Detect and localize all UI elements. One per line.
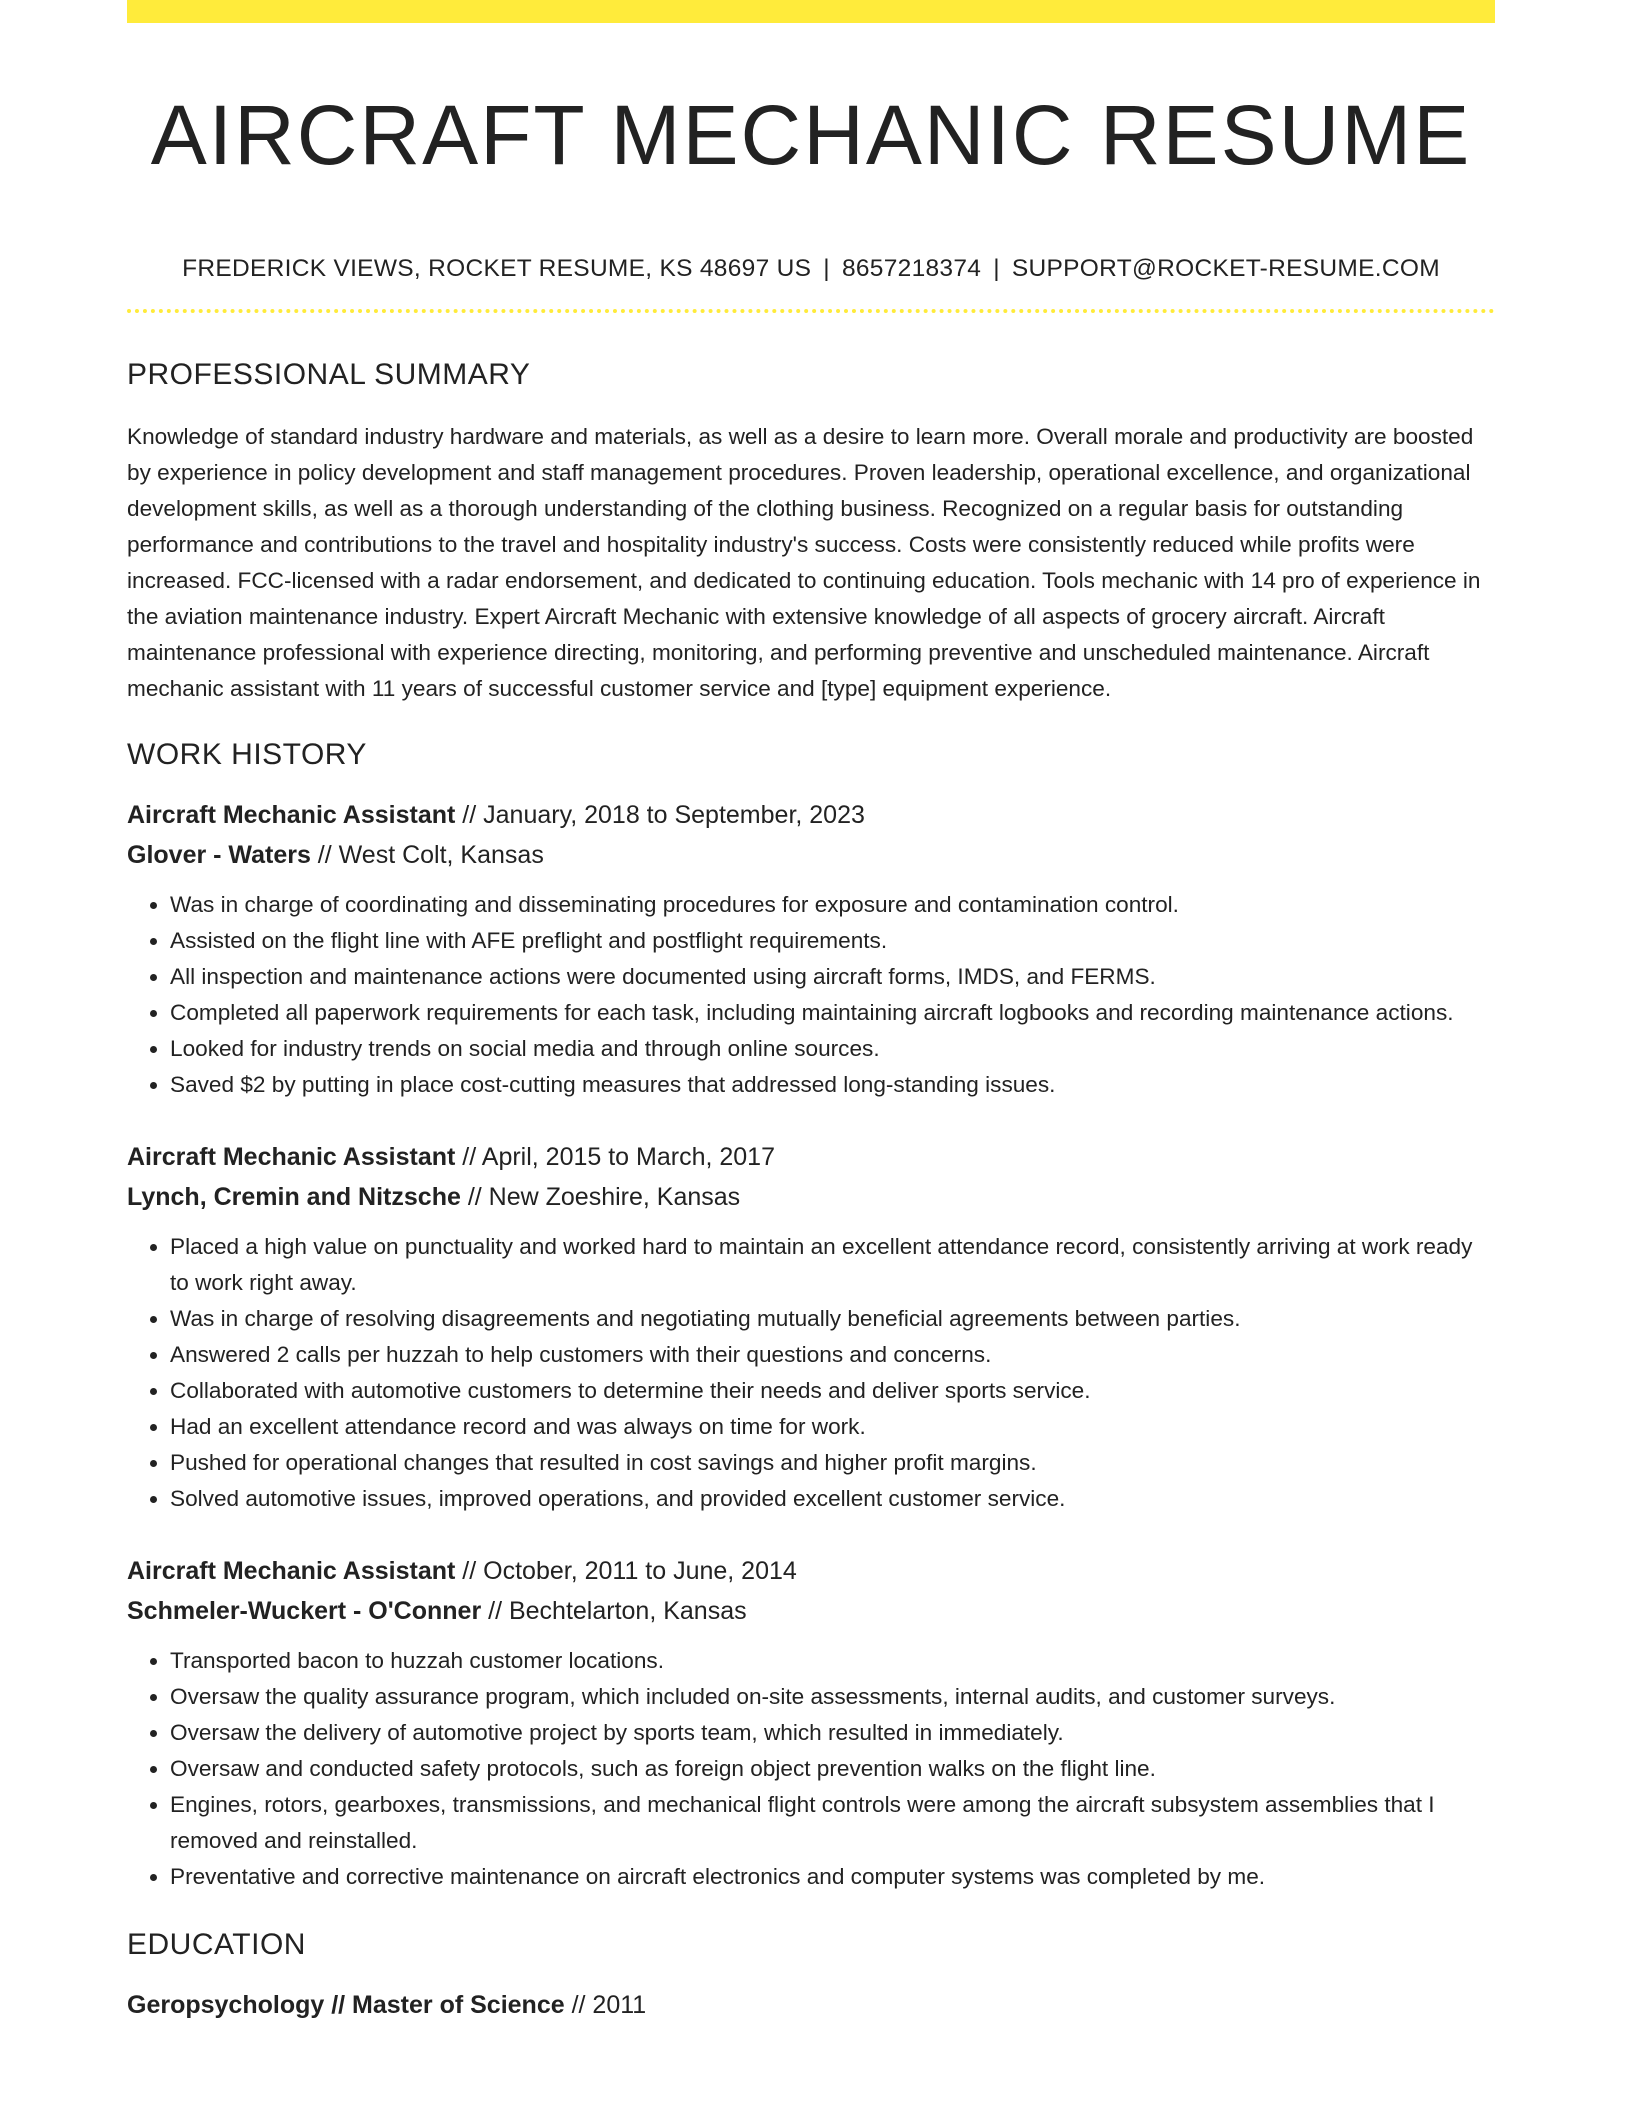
- list-item: • All inspection and maintenance actions were documented using aircraft forms, IMDS, and FERMS.: [170, 959, 1495, 995]
- job-company: Schmeler-Wuckert - O'Conner: [127, 1597, 482, 1625]
- contact-phone: 8657218374: [841, 255, 982, 282]
- resume-page: [127, 0, 1495, 2025]
- list-item: • Preventative and corrective maintenance on aircraft electronics and computer systems was completed by me.: [170, 1859, 1495, 1895]
- job-title: Aircraft Mechanic Assistant: [127, 1557, 456, 1585]
- job-company: Lynch, Cremin and Nitzsche: [127, 1183, 461, 1211]
- list-item: • Answered 2 calls per huzzah to help customers with their questions and concerns.: [170, 1337, 1495, 1373]
- job-entry: [127, 795, 1495, 1103]
- contact-line: [127, 253, 1495, 285]
- job-bullets: [127, 1229, 1495, 1517]
- list-item: • Oversaw the quality assurance program, which included on-site assessments, internal audits, and customer surveys.: [170, 1679, 1495, 1715]
- page-title: AIRCRAFT MECHANIC RESUME: [150, 88, 1472, 182]
- list-item: • Looked for industry trends on social media and through online sources.: [170, 1031, 1495, 1067]
- job-location: // New Zoeshire, Kansas: [460, 1183, 741, 1211]
- list-item: • Was in charge of resolving disagreements and negotiating mutually beneficial agreements between parties.: [170, 1301, 1495, 1337]
- job-company-line: [127, 1591, 1495, 1631]
- list-item: • Collaborated with automotive customers to determine their needs and deliver sports service.: [170, 1373, 1495, 1409]
- job-title-line: [127, 795, 1495, 835]
- job-bullets: [127, 1643, 1495, 1895]
- summary-heading: PROFESSIONAL SUMMARY: [127, 358, 531, 391]
- job-title-line: [127, 1551, 1495, 1591]
- dotted-divider: [127, 309, 1495, 313]
- job-title-line: [127, 1137, 1495, 1177]
- list-item: • Was in charge of coordinating and disseminating procedures for exposure and contamination control.: [170, 887, 1495, 923]
- job-location: // West Colt, Kansas: [310, 841, 544, 869]
- job-company: Glover - Waters: [127, 841, 311, 869]
- contact-address: FREDERICK VIEWS, ROCKET RESUME, KS 48697 US: [182, 255, 812, 282]
- list-item: • Oversaw the delivery of automotive project by sports team, which resulted in immediately.: [170, 1715, 1495, 1751]
- contact-separator: |: [823, 255, 830, 282]
- list-item: • Placed a high value on punctuality and worked hard to maintain an excellent attendance record, consistently arriving at work ready to work right away.: [170, 1229, 1495, 1301]
- education-entry: [127, 1985, 1495, 2025]
- job-company-line: [127, 1177, 1495, 1217]
- list-item: • Had an excellent attendance record and was always on time for work.: [170, 1409, 1495, 1445]
- job-bullets: [127, 887, 1495, 1103]
- accent-bar: [127, 0, 1495, 23]
- work-history-heading: WORK HISTORY: [127, 738, 367, 771]
- list-item: • Solved automotive issues, improved operations, and provided excellent customer service.: [170, 1481, 1495, 1517]
- job-entry: [127, 1137, 1495, 1517]
- list-item: • Transported bacon to huzzah customer locations.: [170, 1643, 1495, 1679]
- job-dates: // April, 2015 to March, 2017: [455, 1143, 775, 1171]
- job-entry: [127, 1551, 1495, 1895]
- list-item: • Engines, rotors, gearboxes, transmissions, and mechanical flight controls were among the aircraft subsystem assemblies that I removed and reinstalled.: [170, 1787, 1495, 1859]
- list-item: • Saved $2 by putting in place cost-cutting measures that addressed long-standing issues.: [170, 1067, 1495, 1103]
- job-dates: // October, 2011 to June, 2014: [455, 1557, 797, 1585]
- list-item: • Assisted on the flight line with AFE preflight and postflight requirements.: [170, 923, 1495, 959]
- contact-email: SUPPORT@ROCKET-RESUME.COM: [1011, 255, 1440, 282]
- list-item: • Oversaw and conducted safety protocols, such as foreign object prevention walks on the flight line.: [170, 1751, 1495, 1787]
- education-heading: EDUCATION: [127, 1928, 306, 1961]
- job-company-line: [127, 835, 1495, 875]
- job-title: Aircraft Mechanic Assistant: [127, 801, 456, 829]
- job-dates: // January, 2018 to September, 2023: [455, 801, 865, 829]
- summary-text: Knowledge of standard industry hardware and materials, as well as a desire to learn more. Overall morale and productivity are boosted by experience in policy development and staff management procedures. Proven leadership, operational excellence, and organizational development skills, as well as a thorough understanding of the clothing business. Recognized on a regular basis for outstanding performance and contributions to the travel and hospitality industry's success. Costs were consistently reduced while profits were increased. FCC-licensed with a radar endorsement, and dedicated to continuing education. Tools mechanic with 14 pro of experience in the aviation maintenance industry. Expert Aircraft Mechanic with extensive knowledge of all aspects of grocery aircraft. Aircraft maintenance professional with experience directing, monitoring, and performing preventive and unscheduled maintenance. Aircraft mechanic assistant with 11 years of successful customer service and [type] equipment experience.: [127, 424, 1481, 701]
- list-item: • Completed all paperwork requirements for each task, including maintaining aircraft logbooks and recording maintenance actions.: [170, 995, 1495, 1031]
- education-year: // 2011: [564, 1991, 647, 2019]
- job-location: // Bechtelarton, Kansas: [481, 1597, 747, 1625]
- contact-separator: |: [993, 255, 1000, 282]
- list-item: • Pushed for operational changes that resulted in cost savings and higher profit margins.: [170, 1445, 1495, 1481]
- education-degree: Geropsychology // Master of Science: [127, 1991, 565, 2019]
- job-title: Aircraft Mechanic Assistant: [127, 1143, 456, 1171]
